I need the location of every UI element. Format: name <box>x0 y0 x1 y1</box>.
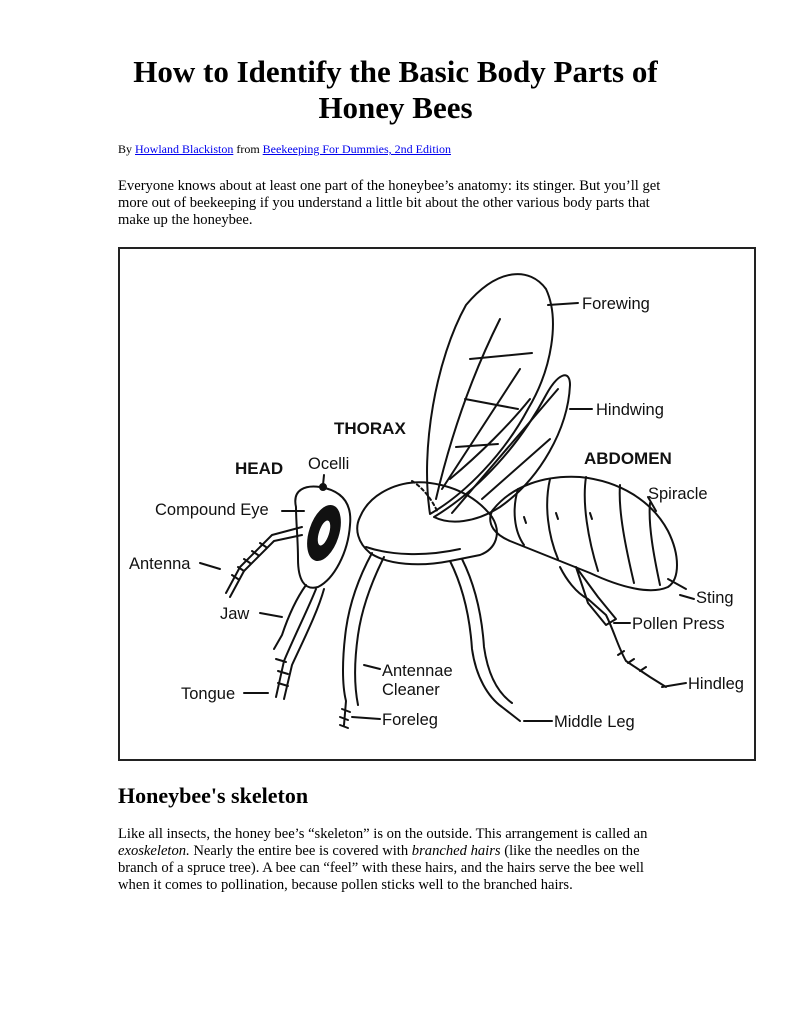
compound-eye-label: Compound Eye <box>155 501 269 519</box>
hindwing-label: Hindwing <box>596 401 664 419</box>
paragraph-text-3: (like the needles on the branch of a spruce tree). A bee can “feel” with these hairs, and the hairs serve the bee well when it comes to pollination, because pollen sticks well to the branched hairs. <box>118 843 644 893</box>
foreleg-label: Foreleg <box>382 711 438 729</box>
ocelli-label: Ocelli <box>308 455 350 473</box>
thorax-label: THORAX <box>334 419 406 438</box>
byline <box>118 142 718 157</box>
book-link[interactable]: Beekeeping For Dummies, 2nd Edition <box>262 142 451 156</box>
bee-anatomy-diagram <box>120 249 754 759</box>
tongue-label: Tongue <box>181 685 236 703</box>
middle-leg-shape <box>450 561 520 721</box>
abdomen-label: ABDOMEN <box>584 449 672 468</box>
antennae-cleaner-label-line1: Antennae <box>382 662 453 680</box>
antenna-label: Antenna <box>129 555 191 573</box>
sting-label: Sting <box>696 589 734 607</box>
forewing-label: Forewing <box>582 295 650 313</box>
section-heading: Honeybee's skeleton <box>118 783 309 808</box>
term-exoskeleton: exoskeleton. <box>118 843 190 859</box>
bee-anatomy-figure <box>118 247 756 761</box>
term-branched-hairs: branched hairs <box>411 843 501 859</box>
byline-by: By <box>118 142 133 156</box>
hindleg-label: Hindleg <box>688 675 744 693</box>
head-label: HEAD <box>235 459 284 478</box>
byline-from: from <box>236 142 260 156</box>
article-title: How to Identify the Basic Body Parts of Honey Bees <box>133 54 658 125</box>
pollen-press-label: Pollen Press <box>632 615 725 633</box>
forewing-shape <box>427 274 553 514</box>
paragraph-text-1: Like all insects, the honey bee’s “skeleton” is on the outside. This arrangement is called an <box>118 826 648 842</box>
skeleton-paragraph <box>118 826 678 894</box>
author-link[interactable]: Howland Blackiston <box>135 142 234 156</box>
jaw-label: Jaw <box>220 605 250 623</box>
paragraph-text-2: Nearly the entire bee is covered with <box>193 843 409 859</box>
intro-paragraph: Everyone knows about at least one part of the honeybee’s anatomy: its stinger. But you’ll get more out of beekeeping if you understand a little bit about the other various body parts that make up the honeybee. <box>118 178 661 228</box>
middle-leg-label: Middle Leg <box>554 713 635 731</box>
spiracle-label: Spiracle <box>648 485 708 503</box>
antennae-cleaner-label-line2: Cleaner <box>382 681 440 699</box>
tongue-shape <box>276 589 316 697</box>
